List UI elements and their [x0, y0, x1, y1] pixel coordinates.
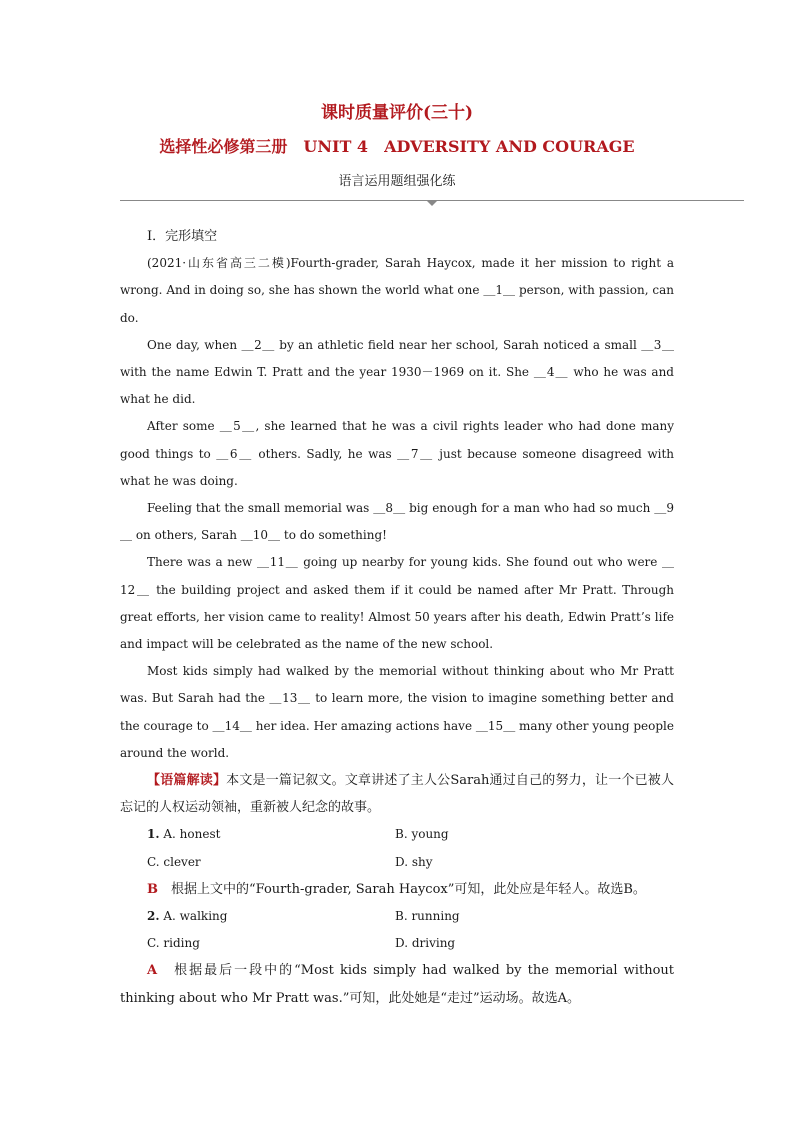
- page-title: 课时质量评价(三十): [320, 103, 474, 123]
- question-2-explanation: [120, 957, 674, 1011]
- question-number: 2.: [147, 909, 160, 924]
- question-1-explanation: [120, 876, 674, 903]
- question-1-options-row-1: [120, 821, 674, 848]
- passage-paragraph-3: After some ＿5＿, she learned that he was a civil rights leader who had done many good things to ＿6＿ others. Sadly, he was ＿7＿ just because someone disagreed with what he was doing.: [120, 419, 674, 488]
- question-1-options-row-2: [120, 849, 674, 876]
- option-d: D. shy: [395, 854, 433, 869]
- answer-letter: B: [147, 881, 158, 897]
- explanation-text: 根据上文中的“Fourth-grader, Sarah Haycox”可知，此处应是年轻人。故选B。: [171, 881, 646, 897]
- option-c: C. riding: [147, 936, 200, 951]
- question-2: [120, 903, 674, 1012]
- analysis-label: 【语篇解读】: [147, 773, 227, 789]
- question-number: 1.: [147, 827, 160, 842]
- section-heading: Ⅰ．完形填空: [147, 229, 218, 244]
- question-2-options-row-1: [120, 903, 674, 930]
- document-body: [120, 223, 674, 1012]
- option-a: A. honest: [163, 827, 221, 842]
- question-2-options-row-2: [120, 930, 674, 957]
- passage-paragraph-5: There was a new ＿11＿ going up nearby for young kids. She found out who were ＿12＿ the building project and asked them if it could be named after Mr Pratt. Through great efforts, her vision came to reality! Almost 50 years after his death, Edwin Pratt’s life and impact will be celebrated as the name of the new school.: [120, 555, 674, 652]
- passage-paragraph-2: One day, when ＿2＿ by an athletic field near her school, Sarah noticed a small ＿3＿ with the name Edwin T. Pratt and the year 1930－1969 on it. She ＿4＿ who he was and what he did.: [120, 337, 674, 407]
- passage-paragraph-1: (2021·山东省高三二模)Fourth-grader, Sarah Haycox, made it her mission to right a wrong. And in doing so, she has shown the world what one ＿1＿ person, with passion, can do.: [120, 256, 674, 325]
- passage-paragraph-6: Most kids simply had walked by the memorial without thinking about who Mr Pratt was. But Sarah had the ＿13＿ to learn more, the vision to imagine something better and the courage to ＿14＿ her idea. Her amazing actions have ＿15＿ many other young people around the world.: [120, 664, 674, 760]
- analysis-text: 本文是一篇记叙文。文章讲述了主人公Sarah通过自己的努力，让一个已被人忘记的人权运动领袖，重新被人纪念的故事。: [120, 773, 674, 816]
- option-c: C. clever: [147, 854, 201, 869]
- question-1: [120, 821, 674, 903]
- unit-subtitle: 选择性必修第三册 UNIT 4 ADVERSITY AND COURAGE: [159, 137, 635, 156]
- divider-triangle-icon: [426, 200, 438, 206]
- explanation-text: 根据最后一段中的“Most kids simply had walked by the memorial without thinking about who Mr Pratt was.”可知，此处她是“走过”运动场。故选A。: [120, 963, 674, 1006]
- option-b: B. young: [395, 827, 449, 842]
- option-a: A. walking: [163, 909, 228, 924]
- option-d: D. driving: [395, 936, 456, 951]
- option-b: B. running: [395, 909, 460, 924]
- passage-analysis: [120, 767, 674, 821]
- answer-letter: A: [147, 963, 158, 979]
- passage-paragraph-4: Feeling that the small memorial was ＿8＿ big enough for a man who had so much ＿9＿ on others, Sarah ＿10＿ to do something!: [120, 501, 674, 543]
- section-title: 语言运用题组强化练: [338, 174, 456, 189]
